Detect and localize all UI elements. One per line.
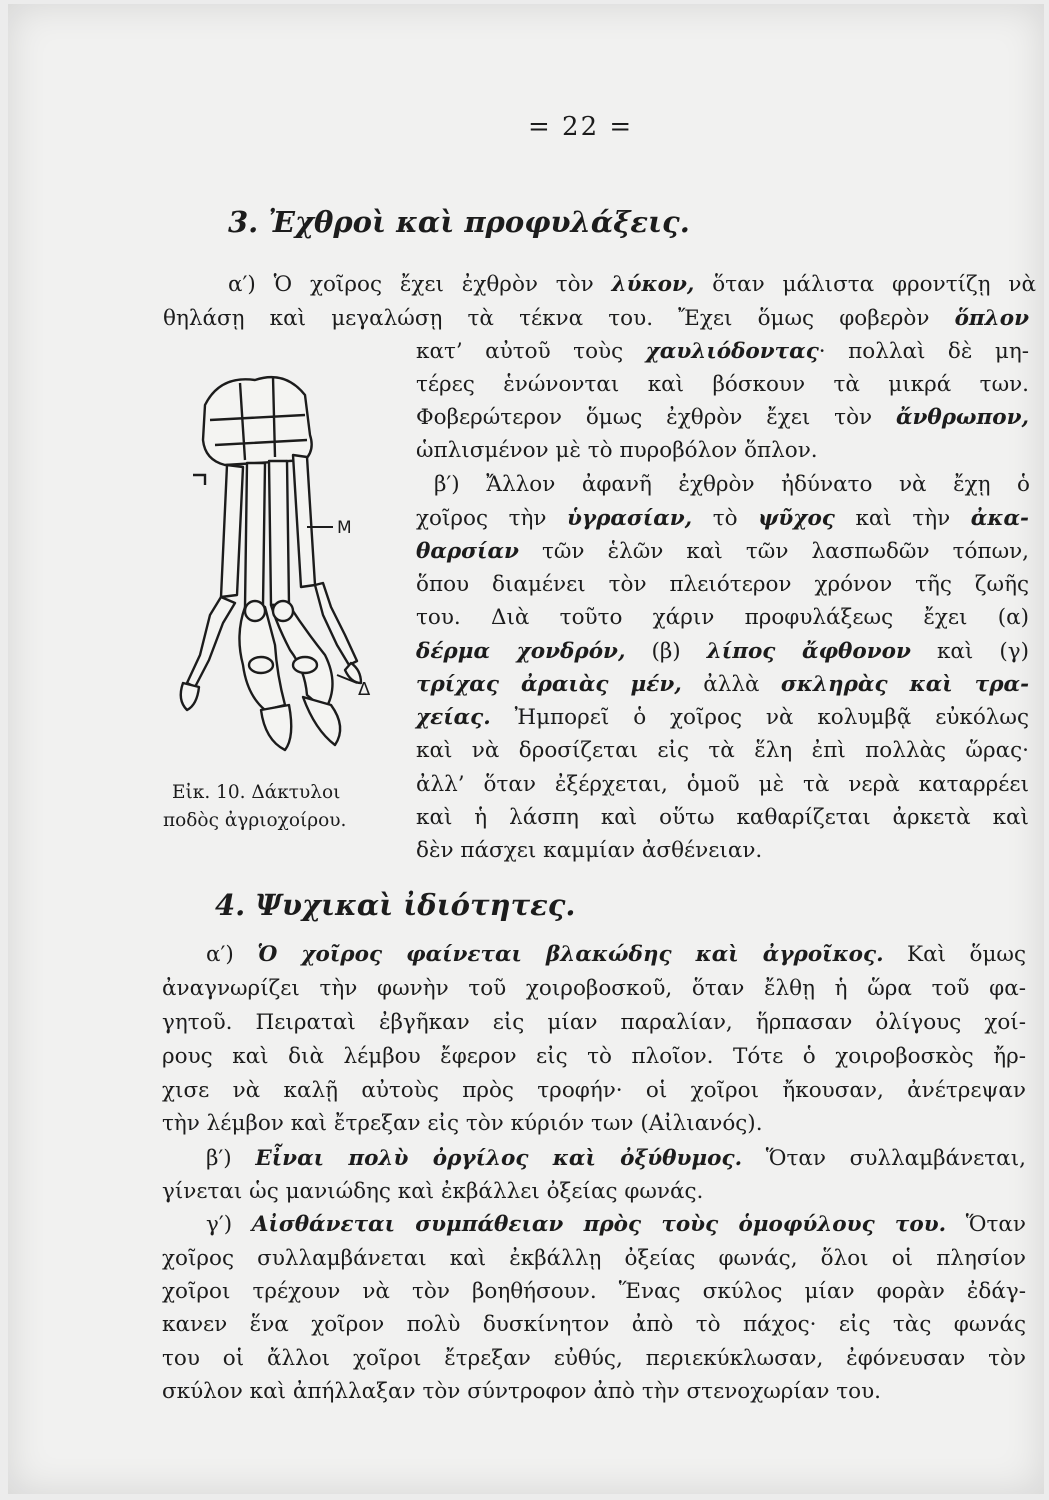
s4c-line-5: του οἱ ἄλλοι χοῖροι ἔτρεξαν εὐθύς, περιεκύκλωσαν, ἐφόνευσαν τὸν (162, 1346, 1026, 1371)
s3a-line-3: κατ’ αὐτοῦ τοὺς χαυλιόδοντας· πολλαὶ δὲ μη- (416, 339, 1029, 364)
s3b-line-4: ὅπου διαμένει τὸν πλειότερον χρόνον τῆς ζωῆς (416, 572, 1029, 597)
s3a-line-6: ὡπλισμένον μὲ τὸ πυροβόλον ὅπλον. (416, 438, 818, 463)
s3a-line-1: α′) Ὁ χοῖρος ἔχει ἐχθρὸν τὸν λύκον, ὅταν μάλιστα φροντίζῃ νὰ (228, 272, 1036, 297)
s4a-line-4: ρους καὶ διὰ λέμβου ἔφερον εἰς τὸ πλοῖον. Τότε ὁ χοιροβοσκὸς ἤρ- (162, 1044, 1026, 1069)
s3a-line-5: Φοβερώτερον ὅμως ἐχθρὸν ἔχει τὸν ἄνθρωπον, (416, 405, 1030, 430)
s4c-line-4: κανεν ἕνα χοῖρον πολὺ δυσκίνητον ἀπὸ τὸ πάχος· εἰς τὰς φωνάς (162, 1312, 1026, 1337)
page-number: = 22 = (528, 112, 634, 142)
s4a-line-5: χισε νὰ καλῇ αὐτοὺς πρὸς τροφήν· οἱ χοῖροι ἤκουσαν, ἀνέτρεψαν (162, 1078, 1026, 1103)
s4b-line-1: β′) Εἶναι πολὺ ὀργίλος καὶ ὀξύθυμος. Ὅταν συλλαμβάνεται, (206, 1146, 1026, 1171)
s3b-line-10: ἀλλ’ ὅταν ἐξέρχεται, ὁμοῦ μὲ τὰ νερὰ καταρρέει (416, 772, 1029, 797)
figure-label-m: M (337, 518, 352, 538)
figure-caption-line-2: ποδὸς ἀγριοχοίρου. (163, 810, 347, 831)
s3a-line-4: τέρες ἑνώνονται καὶ βόσκουν τὰ μικρά των. (416, 372, 1029, 397)
s4c-line-2: χοῖρος συλλαμβάνεται καὶ ἐκβάλλῃ ὀξείας φωνάς, ὅλοι οἱ πλησίον (162, 1246, 1026, 1271)
s3b-line-2: χοῖρος τὴν ὑγρασίαν, τὸ ψῦχος καὶ τὴν ἀκα- (416, 506, 1029, 531)
s3b-line-5: του. Διὰ τοῦτο χάριν προφυλάξεως ἔχει (α) (416, 605, 1029, 630)
s3b-line-1: β′) Ἄλλον ἀφανῆ ἐχθρὸν ἠδύνατο νὰ ἔχῃ ὁ (434, 472, 1031, 497)
s4c-line-1: γ′) Αἰσθάνεται συμπάθειαν πρὸς τοὺς ὁμοφύλους του. Ὅταν (206, 1212, 1027, 1237)
s3b-line-3: θαρσίαν τῶν ἑλῶν καὶ τῶν λασπωδῶν τόπων, (416, 539, 1029, 564)
s3b-line-11: καὶ ἡ λάσπη καὶ οὕτω καθαρίζεται ἀρκετὰ καὶ (416, 805, 1029, 830)
s4c-line-6: σκύλον καὶ ἀπήλλαξαν τὸν σύντροφον ἀπὸ τὴν στενοχωρίαν του. (162, 1379, 882, 1404)
s3b-line-12: δὲν πάσχει καμμίαν ἀσθένειαν. (416, 838, 763, 863)
s3b-line-8: χείας. Ἠμπορεῖ ὁ χοῖρος νὰ κολυμβᾷ εὐκόλως (416, 705, 1030, 730)
section-4-title: 4. Ψυχικαὶ ἰδιότητες. (215, 888, 576, 922)
s4a-line-3: γητοῦ. Πειραταὶ ἐβγῆκαν εἰς μίαν παραλίαν, ἥρπασαν ὀλίγους χοί- (162, 1010, 1026, 1035)
s3b-line-6: δέρμα χονδρόν, (β) λίπος ἄφθονον καὶ (γ) (416, 639, 1029, 664)
s3b-line-9: καὶ νὰ δροσίζεται εἰς τὰ ἕλη ἐπὶ πολλὰς ὥρας· (416, 738, 1029, 763)
figure-label-d: Δ (358, 679, 371, 700)
pig-foot-bones-illustration (165, 365, 380, 775)
s4a-line-6: τὴν λέμβον καὶ ἔτρεξαν εἰς τὸν κύριόν των (Αἰλιανός). (162, 1111, 763, 1136)
s3a-line-2: θηλάσῃ καὶ μεγαλώσῃ τὰ τέκνα του. Ἔχει ὅμως φοβερὸν ὅπλον (163, 306, 1029, 331)
figure-caption-line-1: Εἰκ. 10. Δάκτυλοι (172, 782, 341, 803)
s4b-line-2: γίνεται ὡς μανιώδης καὶ ἐκβάλλει ὀξείας φωνάς. (162, 1179, 704, 1204)
section-3-title: 3. Ἐχθροὶ καὶ προφυλάξεις. (228, 205, 690, 239)
s4c-line-3: χοῖροι τρέχουν νὰ τὸν βοηθήσουν. Ἕνας σκύλος μίαν φορὰν ἐδάγ- (162, 1279, 1026, 1304)
s3b-line-7: τρίχας ἀραιὰς μέν, ἀλλὰ σκληρὰς καὶ τρα- (416, 672, 1029, 697)
s4a-line-1: α′) Ὁ χοῖρος φαίνεται βλακώδης καὶ ἀγροῖκος. Καὶ ὅμως (206, 942, 1026, 967)
s4a-line-2: ἀναγνωρίζει τὴν φωνὴν τοῦ χοιροβοσκοῦ, ὅταν ἔλθῃ ἡ ὥρα τοῦ φα- (162, 976, 1026, 1001)
